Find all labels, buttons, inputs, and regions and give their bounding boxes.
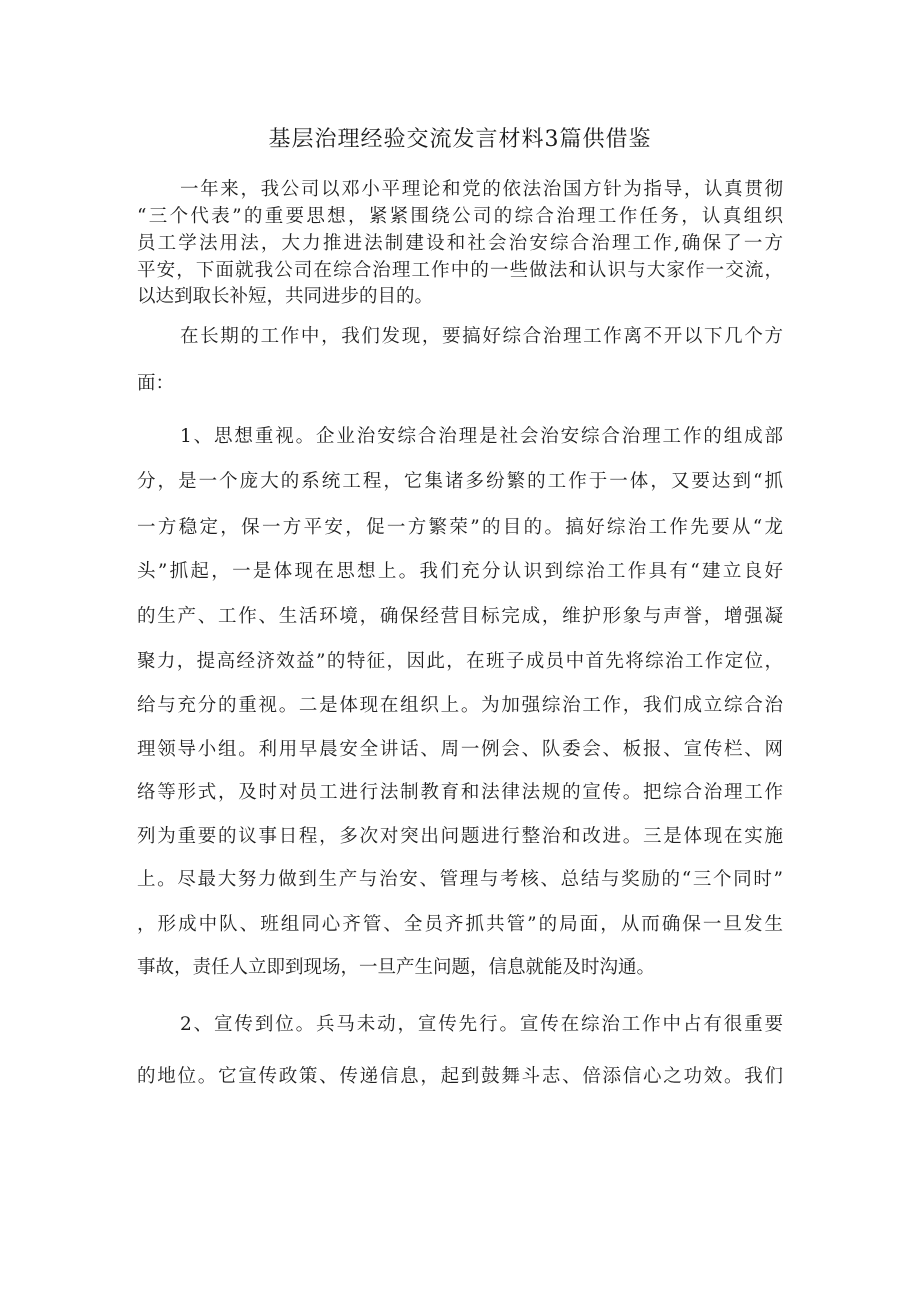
paragraph-4-line: 2、宣传到位。兵马未动，宣传先行。宣传在综治工作中占有很重要 [180, 1014, 783, 1035]
paragraph-3-line: 聚力，提高经济效益”的特征，因此，在班子成员中首先将综治工作定位， [137, 651, 783, 672]
paragraph-1-line: 平安，下面就我公司在综合治理工作中的一些做法和认识与大家作一交流， [137, 260, 783, 281]
paragraph-3-line: 上。尽最大努力做到生产与治安、管理与考核、总结与奖励的“三个同时” [137, 869, 783, 890]
paragraph-3-line: 的生产、工作、生活环境，确保经营目标完成，维护形象与声誉，增强凝 [137, 606, 783, 627]
paragraph-4-line: 的地位。它宣传政策、传递信息，起到鼓舞斗志、倍添信心之功效。我们 [137, 1066, 783, 1087]
paragraph-3-line: 1、思想重视。企业治安综合治理是社会治安综合治理工作的组成部 [180, 426, 783, 447]
paragraph-2-line: 在长期的工作中，我们发现，要搞好综合治理工作离不开以下几个方 [180, 326, 783, 347]
document-title: 基层治理经验交流发言材料3篇供借鉴 [268, 127, 652, 152]
paragraph-1-line: 以达到取长补短，共同进步的目的。 [137, 286, 434, 307]
paragraph-3-line: 分，是一个庞大的系统工程，它集诸多纷繁的工作于一体，又要达到“抓 [137, 471, 783, 492]
paragraph-1-line: “三个代表”的重要思想，紧紧围绕公司的综合治理工作任务，认真组织 [137, 206, 783, 227]
paragraph-1-line: 员工学法用法，大力推进法制建设和社会治安综合治理工作,确保了一方 [137, 233, 783, 254]
paragraph-3-line: 列为重要的议事日程，多次对突出问题进行整治和改进。三是体现在实施 [137, 826, 783, 847]
paragraph-3-line: 一方稳定，保一方平安，促一方繁荣”的目的。搞好综治工作先要从“龙 [137, 517, 783, 538]
paragraph-3-line: 络等形式，及时对员工进行法制教育和法律法规的宣传。把综合治理工作 [137, 782, 783, 803]
paragraph-3-line: 给与充分的重视。二是体现在组织上。为加强综治工作，我们成立综合治 [137, 695, 783, 716]
paragraph-3-line: 头”抓起，一是体现在思想上。我们充分认识到综治工作具有“建立良好 [137, 561, 783, 582]
paragraph-1-line: 一年来，我公司以邓小平理论和党的依法治国方针为指导，认真贯彻 [180, 179, 783, 200]
paragraph-3-line: ，形成中队、班组同心齐管、全员齐抓共管”的局面，从而确保一旦发生 [137, 914, 783, 935]
paragraph-3-line: 事故，责任人立即到现场，一旦产生问题，信息就能及时沟通。 [137, 957, 656, 978]
paragraph-3-line: 理领导小组。利用早晨安全讲话、周一例会、队委会、板报、宣传栏、网 [137, 739, 783, 760]
paragraph-2-line: 面： [137, 373, 175, 394]
